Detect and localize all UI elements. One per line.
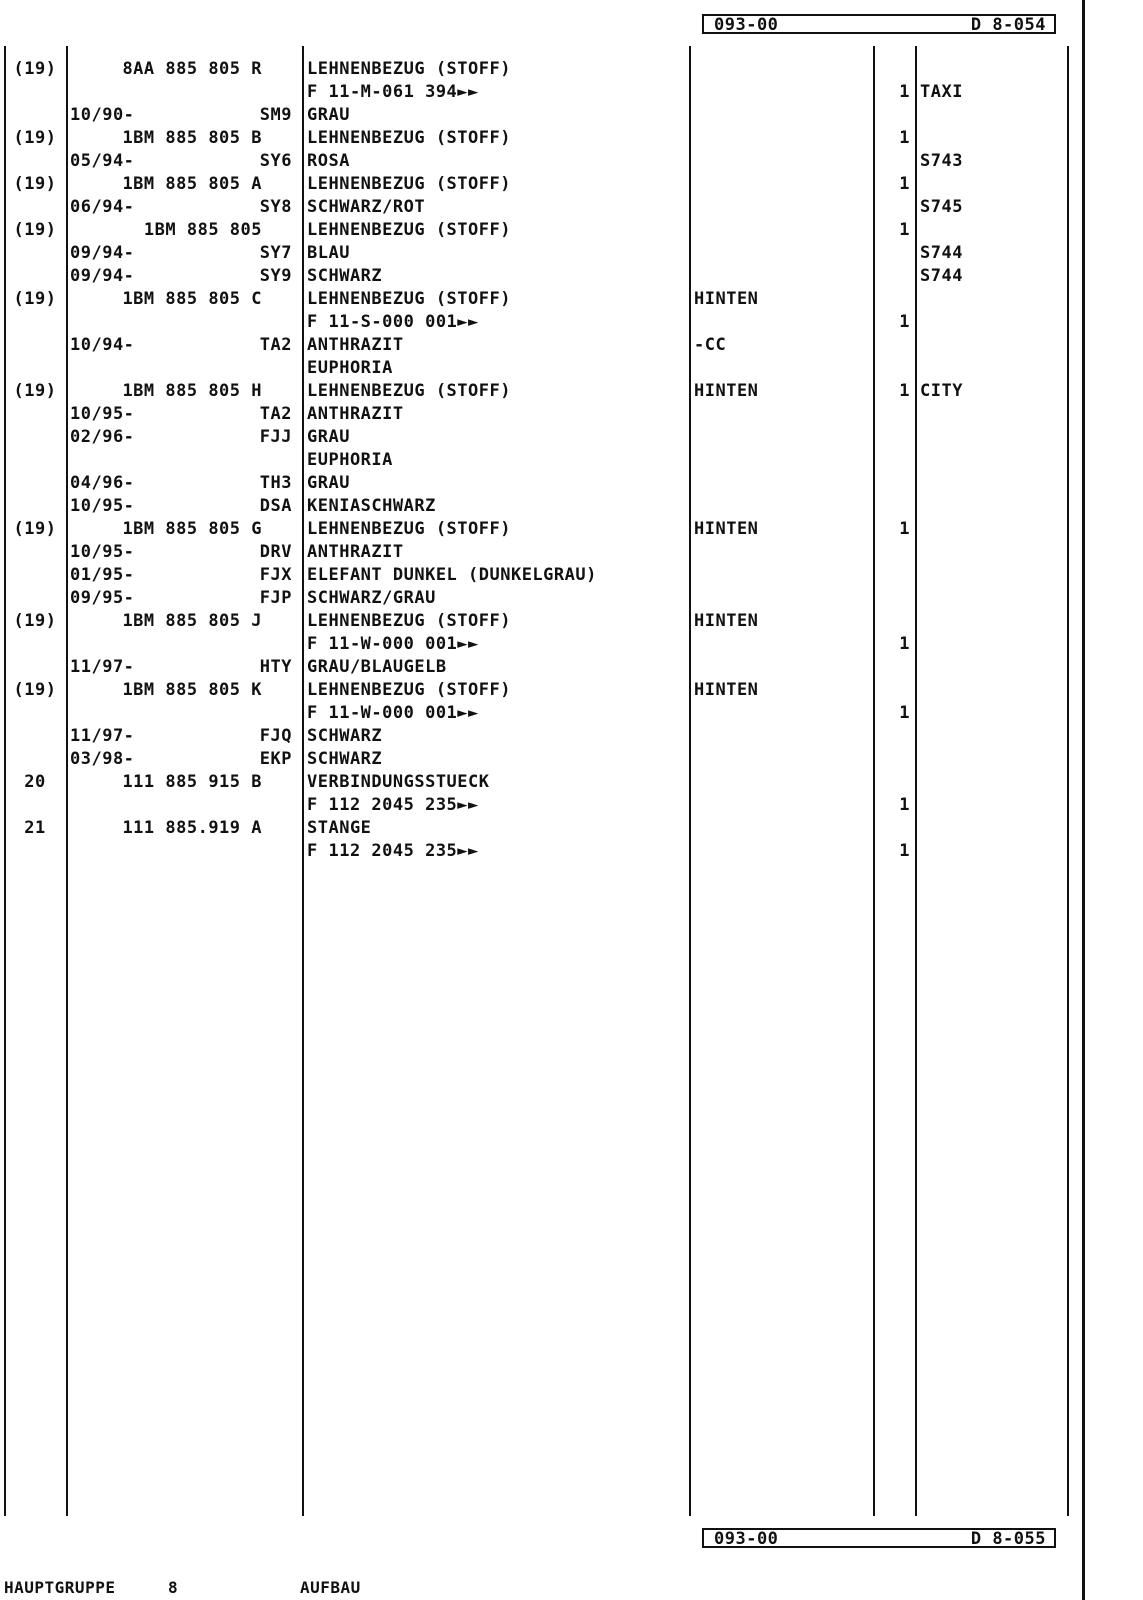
description: ELEFANT DUNKEL (DUNKELGRAU)	[307, 565, 597, 585]
color-code: TA2	[259, 404, 292, 424]
description: GRAU	[307, 427, 350, 447]
date-code: 05/94-	[70, 151, 135, 171]
description: LEHNENBEZUG (STOFF)	[307, 381, 511, 401]
date-code: 11/97-	[70, 726, 135, 746]
date-code: 10/95-	[70, 404, 135, 424]
date-code: 10/95-	[70, 542, 135, 562]
color-code: FJX	[259, 565, 292, 585]
date-code: 03/98-	[70, 749, 135, 769]
color-code: TH3	[259, 473, 292, 493]
quantity: 1	[899, 841, 910, 861]
description: ANTHRAZIT	[307, 404, 404, 424]
description: ROSA	[307, 151, 350, 171]
position-number: (19)	[13, 174, 57, 194]
part-number: 1BM 885 805	[143, 220, 262, 240]
quantity: 1	[899, 519, 910, 539]
description: F 11-W-000 001►►	[307, 634, 479, 654]
part-number: 1BM 885 805 H	[122, 381, 262, 401]
remark: S743	[920, 151, 963, 171]
description: F 112 2045 235►►	[307, 841, 479, 861]
color-code: SY8	[259, 197, 292, 217]
date-code: 10/94-	[70, 335, 135, 355]
quantity: 1	[899, 220, 910, 240]
description: F 11-W-000 001►►	[307, 703, 479, 723]
note: HINTEN	[694, 381, 759, 401]
description: GRAU/BLAUGELB	[307, 657, 447, 677]
column-divider-part	[302, 46, 304, 1516]
color-code: SM9	[259, 105, 292, 125]
remark: S744	[920, 266, 963, 286]
quantity: 1	[899, 174, 910, 194]
color-code: FJQ	[259, 726, 292, 746]
description: ANTHRAZIT	[307, 335, 404, 355]
position-number: (19)	[13, 680, 57, 700]
description: LEHNENBEZUG (STOFF)	[307, 220, 511, 240]
description: LEHNENBEZUG (STOFF)	[307, 59, 511, 79]
description: ANTHRAZIT	[307, 542, 404, 562]
description: LEHNENBEZUG (STOFF)	[307, 680, 511, 700]
page-edge-line	[1082, 0, 1085, 1600]
note: HINTEN	[694, 611, 759, 631]
quantity: 1	[899, 82, 910, 102]
description: KENIASCHWARZ	[307, 496, 436, 516]
note: HINTEN	[694, 289, 759, 309]
part-number: 1BM 885 805 K	[122, 680, 262, 700]
footer-page-number: D 8-055	[970, 1529, 1046, 1549]
header-page-number: D 8-054	[970, 15, 1046, 35]
note: HINTEN	[694, 680, 759, 700]
description: STANGE	[307, 818, 372, 838]
description: LEHNENBEZUG (STOFF)	[307, 611, 511, 631]
color-code: FJJ	[259, 427, 292, 447]
position-number: (19)	[13, 128, 57, 148]
description: SCHWARZ/ROT	[307, 197, 426, 217]
position-number: (19)	[13, 611, 57, 631]
date-code: 11/97-	[70, 657, 135, 677]
description: F 11-M-061 394►►	[307, 82, 479, 102]
date-code: 06/94-	[70, 197, 135, 217]
description: SCHWARZ	[307, 749, 383, 769]
note: HINTEN	[694, 519, 759, 539]
main-group-number: 8	[168, 1578, 179, 1597]
column-divider-note	[873, 46, 875, 1516]
description: SCHWARZ	[307, 726, 383, 746]
part-number: 1BM 885 805 G	[122, 519, 262, 539]
description: EUPHORIA	[307, 450, 393, 470]
color-code: DSA	[259, 496, 292, 516]
color-code: EKP	[259, 749, 292, 769]
position-number: (19)	[13, 519, 57, 539]
outer-right-border	[1067, 46, 1069, 1516]
description: F 112 2045 235►►	[307, 795, 479, 815]
footer-reference-box	[702, 1528, 1056, 1548]
part-number: 1BM 885 805 B	[122, 128, 262, 148]
quantity: 1	[899, 312, 910, 332]
remark: CITY	[920, 381, 963, 401]
position-number: (19)	[13, 381, 57, 401]
description: LEHNENBEZUG (STOFF)	[307, 519, 511, 539]
description: BLAU	[307, 243, 350, 263]
quantity: 1	[899, 703, 910, 723]
main-group-label: HAUPTGRUPPE	[4, 1578, 116, 1597]
color-code: SY9	[259, 266, 292, 286]
position-number: (19)	[13, 220, 57, 240]
description: GRAU	[307, 473, 350, 493]
description: LEHNENBEZUG (STOFF)	[307, 289, 511, 309]
quantity: 1	[899, 634, 910, 654]
part-number: 1BM 885 805 A	[122, 174, 262, 194]
quantity: 1	[899, 381, 910, 401]
description: GRAU	[307, 105, 350, 125]
color-code: DRV	[259, 542, 292, 562]
position-number: (19)	[13, 289, 57, 309]
header-reference-box	[702, 14, 1056, 34]
color-code: SY7	[259, 243, 292, 263]
date-code: 09/94-	[70, 243, 135, 263]
date-code: 09/94-	[70, 266, 135, 286]
position-number: (19)	[13, 59, 57, 79]
description: LEHNENBEZUG (STOFF)	[307, 174, 511, 194]
date-code: 10/95-	[70, 496, 135, 516]
quantity: 1	[899, 795, 910, 815]
part-number: 111 885.919 A	[122, 818, 262, 838]
remark: S744	[920, 243, 963, 263]
date-code: 04/96-	[70, 473, 135, 493]
footer-code: 093-00	[714, 1529, 779, 1549]
main-group-name: AUFBAU	[300, 1578, 361, 1597]
date-code: 02/96-	[70, 427, 135, 447]
column-divider-quantity	[915, 46, 917, 1516]
color-code: SY6	[259, 151, 292, 171]
column-divider-position	[66, 46, 68, 1516]
description: SCHWARZ	[307, 266, 383, 286]
part-number: 1BM 885 805 C	[122, 289, 262, 309]
position-number: 20	[24, 772, 46, 792]
position-number: 21	[24, 818, 46, 838]
date-code: 01/95-	[70, 565, 135, 585]
header-code: 093-00	[714, 15, 779, 35]
note: -CC	[694, 335, 727, 355]
column-divider-description	[689, 46, 691, 1516]
quantity: 1	[899, 128, 910, 148]
description: F 11-S-000 001►►	[307, 312, 479, 332]
remark: TAXI	[920, 82, 963, 102]
description: LEHNENBEZUG (STOFF)	[307, 128, 511, 148]
date-code: 09/95-	[70, 588, 135, 608]
remark: S745	[920, 197, 963, 217]
color-code: HTY	[259, 657, 292, 677]
part-number: 1BM 885 805 J	[122, 611, 262, 631]
part-number: 111 885 915 B	[122, 772, 262, 792]
part-number: 8AA 885 805 R	[122, 59, 262, 79]
date-code: 10/90-	[70, 105, 135, 125]
color-code: FJP	[259, 588, 292, 608]
color-code: TA2	[259, 335, 292, 355]
description: EUPHORIA	[307, 358, 393, 378]
description: SCHWARZ/GRAU	[307, 588, 436, 608]
description: VERBINDUNGSSTUECK	[307, 772, 490, 792]
